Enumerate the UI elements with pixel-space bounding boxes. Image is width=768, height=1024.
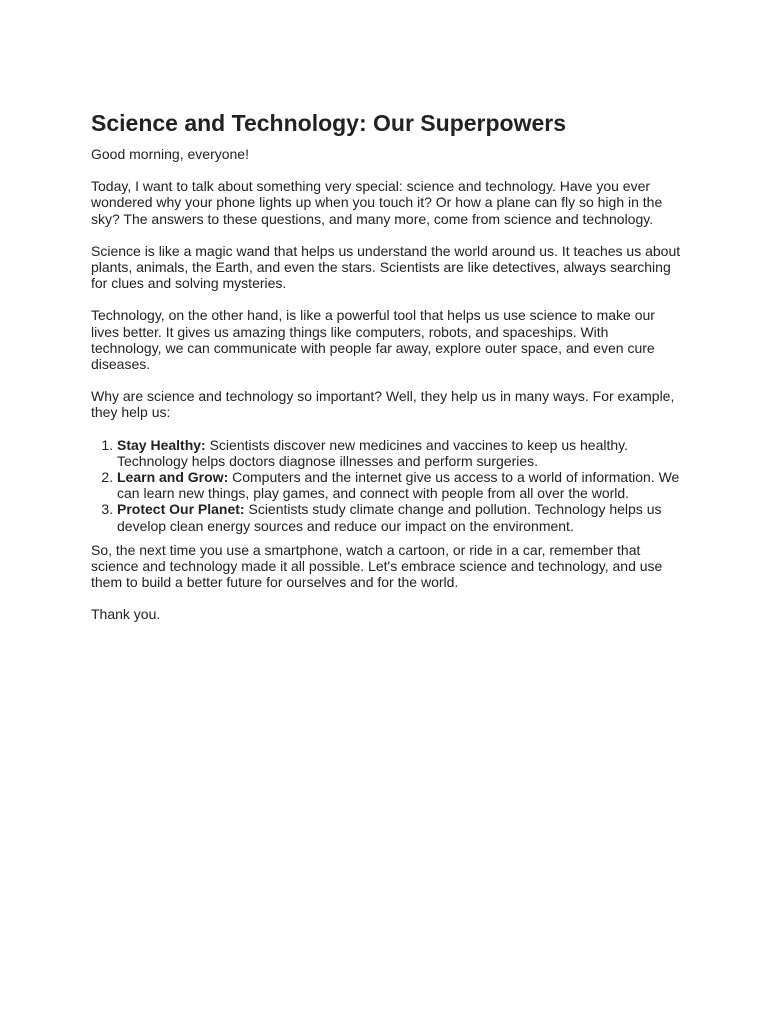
document-page xyxy=(91,108,681,639)
paragraph-science: Science is like a magic wand that helps us understand the world around us. It teaches us about plants, animals, the Earth, and even the stars. Scientists are like detectives, always searching for clues and solving mysteries. xyxy=(91,242,681,292)
list-item-label: Stay Healthy: xyxy=(117,436,206,453)
list-item xyxy=(117,437,681,469)
list-item xyxy=(117,469,681,501)
paragraph-importance: Why are science and technology so important? Well, they help us in many ways. For example, they help us: xyxy=(91,388,675,421)
list-item-label: Protect Our Planet: xyxy=(117,501,245,518)
greeting: Good morning, everyone! xyxy=(91,146,249,162)
signoff: Thank you. xyxy=(91,606,161,623)
list-item-text: Scientists study climate change and pollution. Technology helps us develop clean energy sources and reduce our impact on the environment. xyxy=(117,501,662,534)
document-title: Science and Technology: Our Superpowers xyxy=(91,110,567,136)
list-item-text: Computers and the internet give us access to a world of information. We can learn new things, play games, and connect with people from all over the world. xyxy=(117,469,680,502)
paragraph-closing: So, the next time you use a smartphone, watch a cartoon, or ride in a car, remember that science and technology made it all possible. Let's embrace science and technology, and use them to build a better future for ourselves and for the world. xyxy=(91,541,663,591)
paragraph-intro: Today, I want to talk about something very special: science and technology. Have you ever wondered why your phone lights up when you touch it? Or how a plane can fly so high in the sky? The answers to these questions, and many more, come from science and technology. xyxy=(91,178,663,227)
list-item-text: Scientists discover new medicines and vaccines to keep us healthy. Technology helps doctors diagnose illnesses and perform surgeries. xyxy=(117,436,628,469)
list-item-label: Learn and Grow: xyxy=(117,469,229,486)
list-item xyxy=(117,501,681,533)
benefits-list xyxy=(91,437,681,534)
paragraph-technology: Technology, on the other hand, is like a powerful tool that helps us use science to make our lives better. It gives us amazing things like computers, robots, and spaceships. With technology, we can communicate with people far away, explore outer space, and even cure diseases. xyxy=(91,307,655,373)
